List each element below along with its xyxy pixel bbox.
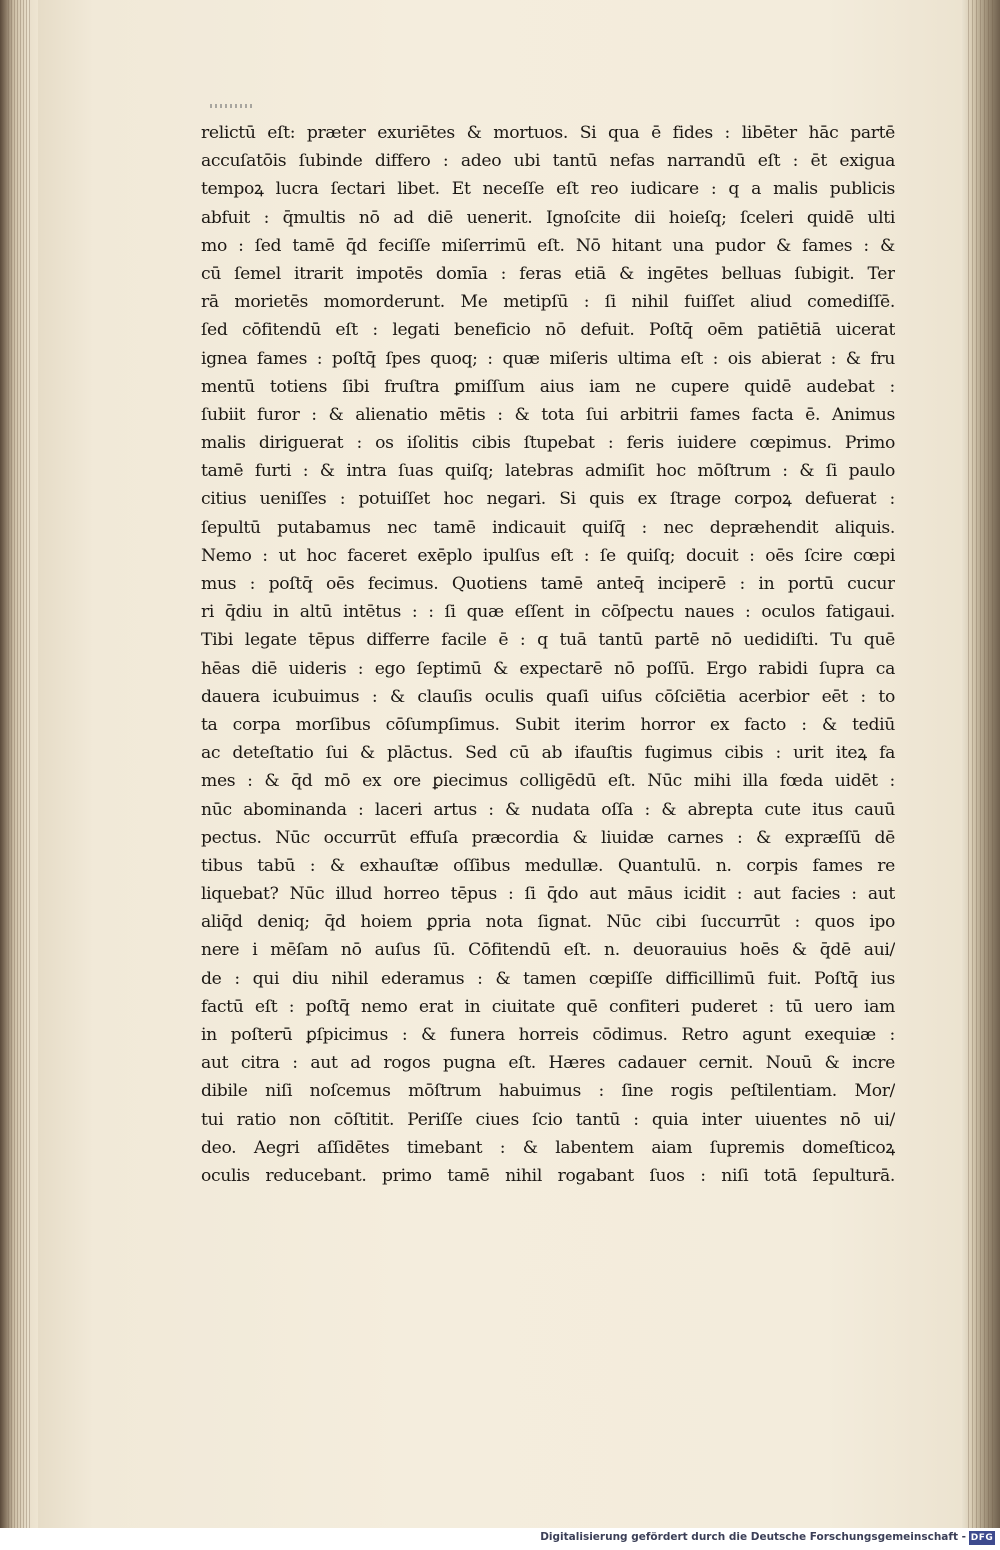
- text-line: dibile niſi noſcemus mōſtrum habuimus : ſine rogis peſtilentiam. Mor/: [201, 1081, 895, 1102]
- text-line: mes : & q̄d mō ex ore ꝑiecimus colligēdū eſt. Nūc mihi illa fœda uidēt :: [201, 771, 895, 792]
- text-line: citius ueniſſes : potuiſſet hoc negari. Si quis ex ſtrage corpoꝝ defuerat :: [201, 489, 895, 510]
- text-line: cū ſemel itrarit impotēs domīa : feras etiā & ingētes belluas ſubigit. Ter: [201, 263, 895, 284]
- text-line: accuſatōis ſubinde differo : adeo ubi tantū nefas narrandū eſt : ēt exigua: [201, 151, 895, 172]
- text-line: ſubiit furor : & alienatio mētis : & tota ſui arbitrii fames facta ē. Animus: [201, 404, 895, 425]
- text-line: deo. Aegri aſſidētes timebant : & labentem aiam ſupremis domeſticoꝝ: [201, 1137, 895, 1158]
- text-line: rā morietēs momorderunt. Me metipſū : ſi nihil fuiſſet aliud comediſſē.: [201, 292, 895, 313]
- text-line: malis diriguerat : os iſolitis cibis ſtupebat : feris iuidere cœpimus. Primo: [201, 433, 895, 454]
- text-line: tibus tabū : & exhauſtæ oſſibus medullæ. Quantulū. n. corpis fames re: [201, 855, 895, 876]
- text-line: factū eſt : poſtq̄ nemo erat in ciuitate quē confiteri puderet : tū uero iam: [201, 996, 895, 1017]
- text-line: nere i mēſam nō auſus ſū. Cōfitendū eſt. n. deuorauius hoēs & q̄dē aui/: [201, 940, 895, 961]
- digitization-footer: [0, 1528, 1000, 1550]
- text-line: ri q̄diu in altū intētus : : ſi quæ eſſent in cōſpectu naues : oculos fatigaui.: [201, 602, 895, 623]
- faint-ink-mark: [210, 104, 254, 108]
- text-line: ta corpa morſibus cōſumpſimus. Subit iterim horror ex facto : & tediū: [201, 714, 895, 735]
- text-line: pectus. Nūc occurrūt effuſa præcordia & liuidæ carnes : & expræſſū dē: [201, 827, 895, 848]
- funding-credit: Digitalisierung gefördert durch die Deutsche Forschungsgemeinschaft -: [540, 1531, 966, 1543]
- left-page-edges: [0, 0, 40, 1528]
- text-line: ac deteſtatio ſui & plāctus. Sed cū ab ifauſtis fugimus cibis : urit iteꝝ fa: [201, 743, 895, 764]
- text-line: tui ratio non cōſtitit. Periſſe ciues ſcio tantū : quia inter uiuentes nō ui/: [201, 1109, 895, 1130]
- right-page-edges: [962, 0, 1000, 1528]
- text-line: aut citra : aut ad rogos pugna eſt. Hæres cadauer cernit. Nouū & incre: [201, 1053, 895, 1074]
- text-line: Nemo : ut hoc faceret exēplo ipulſus eſt : ſe quiſq; docuit : oēs ſcire cœpi: [201, 545, 895, 566]
- text-line: tamē furti : & intra ſuas quiſq; latebras admiſit hoc mōſtrum : & ſi paulo: [201, 461, 895, 482]
- text-line: ignea fames : poſtq̄ ſpes quoq; : quæ miſeris ultima eſt : ois abierat : & fru: [201, 348, 895, 369]
- text-line: abfuit : q̄multis nō ad diē uenerit. Ignoſcite dii hoieſq; ſceleri quidē ulti: [201, 207, 895, 228]
- text-line: ſepultū putabamus nec tamē indicauit quiſq̄ : nec depræhendit aliquis.: [201, 517, 895, 538]
- text-line: in poſterū ꝑſpicimus : & funera horreis cōdimus. Retro agunt exequiæ :: [201, 1025, 895, 1045]
- text-line: de : qui diu nihil ederamus : & tamen cœpiſſe difficillimū fuit. Poſtq̄ ius: [201, 968, 895, 989]
- text-line: mentū totiens ſibi fruſtra ꝑmiſſum aius iam ne cupere quidē audebat :: [201, 376, 895, 397]
- text-line: oculis reducebant. primo tamē nihil rogabant ſuos : niſi totā ſepulturā.: [201, 1165, 895, 1186]
- latin-text-block: [201, 119, 895, 1190]
- text-line: liquebat? Nūc illud horreo tēpus : ſi q̄do aut māus icidit : aut facies : aut: [201, 884, 895, 905]
- text-line: tempoꝝ lucra ſectari libet. Et neceſſe eſt reo iudicare : q a malis publicis: [201, 179, 895, 200]
- text-line: Tibi legate tēpus differre facile ē : q tuā tantū partē nō uedidiſti. Tu quē: [201, 630, 895, 651]
- text-line: relictū eſt: præter exuriētes & mortuos. Si qua ē fides : libēter hāc partē: [201, 123, 895, 143]
- text-line: mus : poſtq̄ oēs fecimus. Quotiens tamē anteq̄ inciperē : in portū cucur: [201, 574, 895, 594]
- text-line: nūc abominanda : laceri artus : & nudata oſſa : & abrepta cute itus cauū: [201, 799, 895, 820]
- text-line: mo : ſed tamē q̄d feciſſe miſerrimū eſt. Nō hitant una pudor & fames : &: [201, 235, 895, 256]
- text-line: ſed cōfitendū eſt : legati beneficio nō defuit. Poſtq̄ oēm patiētiā uicerat: [201, 320, 895, 341]
- text-line: aliq̄d deniq; q̄d hoiem ꝑpria nota ſignat. Nūc cibi ſuccurrūt : quos ipo: [201, 912, 895, 933]
- dfg-logo-icon[interactable]: DFG: [970, 1533, 994, 1543]
- text-line: dauera icubuimus : & clauſis oculis quaſi uiſus cōſciētia acerbior eēt : to: [201, 686, 895, 707]
- text-line: hēas diē uideris : ego ſeptimū & expectarē nō poſſū. Ergo rabidi ſupra ca: [201, 658, 895, 679]
